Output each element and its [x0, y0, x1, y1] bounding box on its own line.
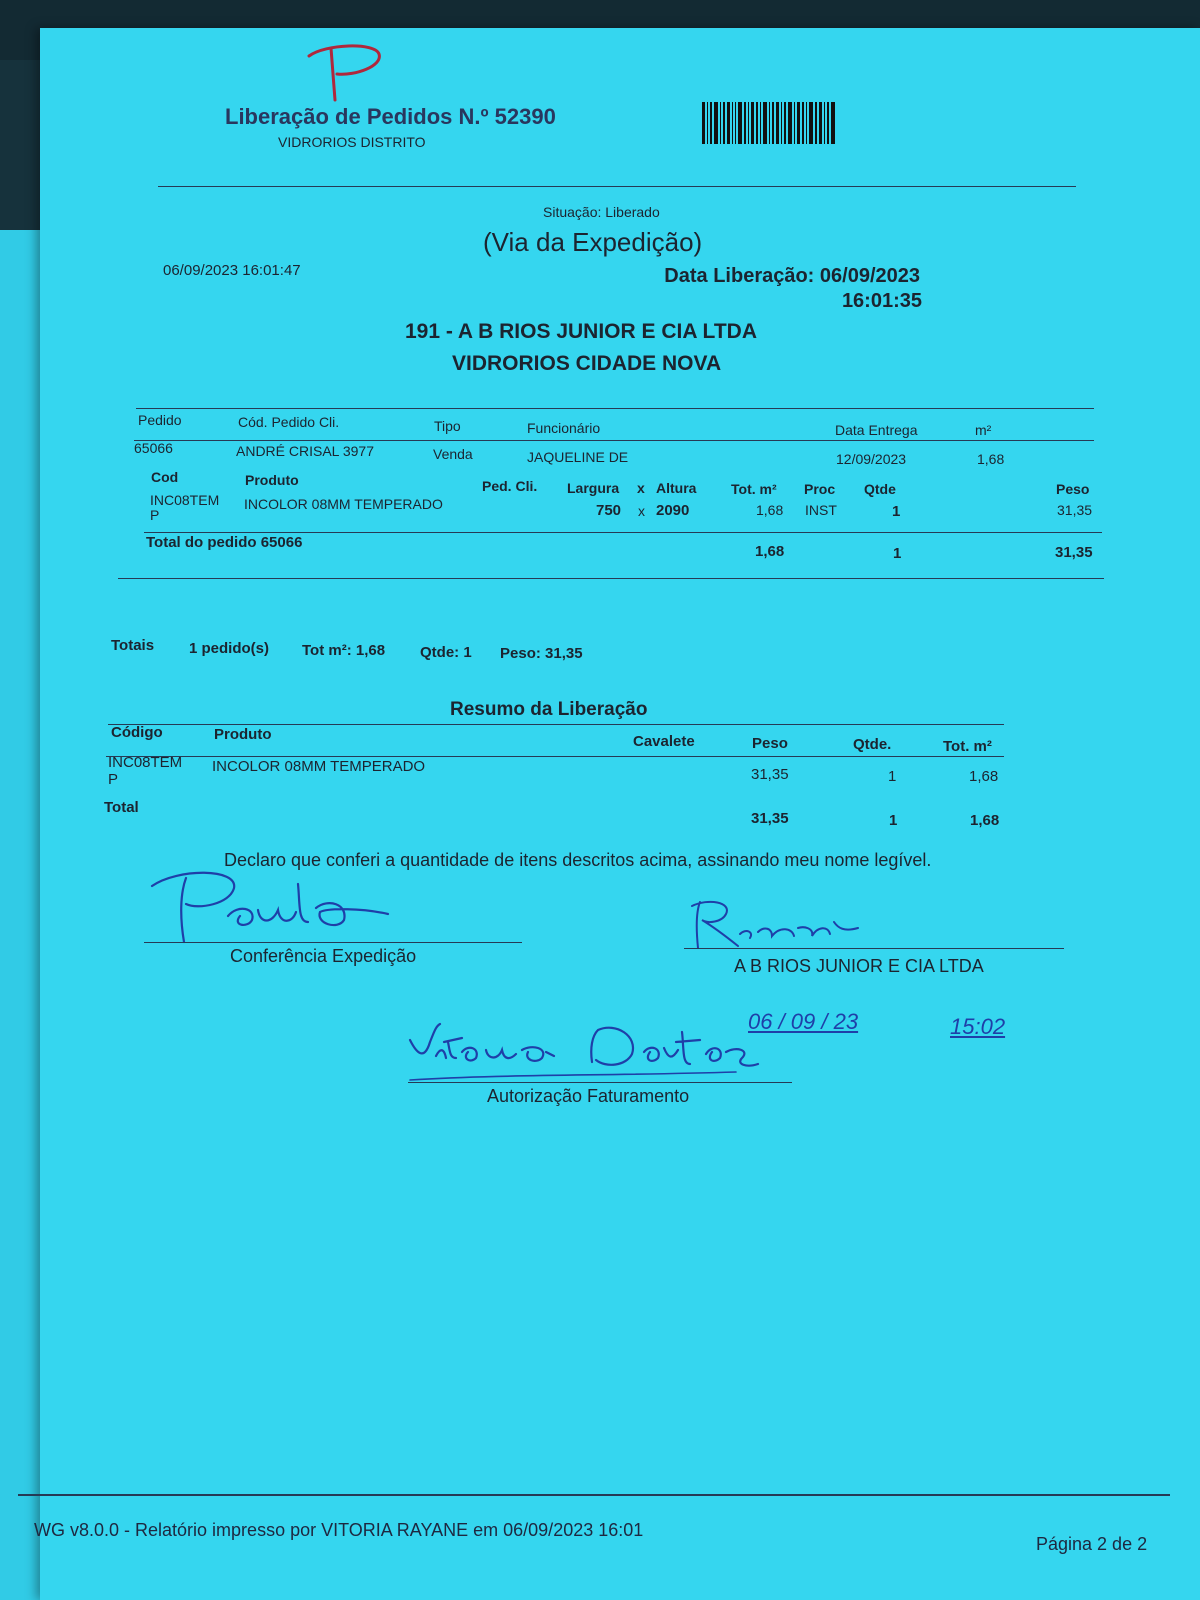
- summary-col-cavalete: Cavalete: [633, 733, 695, 750]
- item-largura: 750: [596, 502, 622, 519]
- signature-client: [688, 898, 868, 950]
- footer-rule: [18, 1494, 1170, 1496]
- barcode: [702, 102, 862, 144]
- item-col-cod: Cod: [151, 469, 179, 485]
- item-tot-m2: 1,68: [756, 502, 784, 518]
- item-produto: INCOLOR 08MM TEMPERADO: [244, 496, 443, 512]
- summary-qtde: 1: [888, 768, 897, 785]
- autorizacao-signature-line: [408, 1082, 792, 1083]
- client-store: VIDRORIOS CIDADE NOVA: [452, 352, 722, 375]
- totals-qtde: Qtde: 1: [420, 644, 472, 661]
- order-tipo: Venda: [433, 446, 473, 462]
- summary-title: Resumo da Liberação: [450, 699, 648, 720]
- status-text: Situação: Liberado: [543, 204, 660, 220]
- item-col-tot-m2: Tot. m²: [731, 481, 777, 497]
- order-table-header-rule: [134, 440, 1094, 441]
- item-col-qtde: Qtde: [864, 481, 896, 497]
- col-m2: m²: [975, 422, 992, 438]
- order-total-rule: [144, 532, 1102, 533]
- declaration-text: Declaro que conferi a quantidade de itens descritos acima, assinando meu nome legível.: [224, 850, 932, 870]
- item-col-altura: Altura: [656, 480, 697, 496]
- totals-label: Totais: [111, 637, 155, 654]
- totals-pedidos: 1 pedido(s): [189, 640, 270, 657]
- printed-timestamp: 06/09/2023 16:01:47: [163, 262, 301, 279]
- order-data-entrega: 12/09/2023: [836, 451, 907, 467]
- conferencia-signature-line: [144, 942, 522, 943]
- summary-col-produto: Produto: [214, 726, 272, 743]
- order-pedido: 65066: [134, 440, 173, 456]
- summary-col-peso: Peso: [752, 735, 788, 752]
- summary-codigo-line2: P: [108, 771, 119, 788]
- summary-tot-m2: 1,68: [969, 768, 999, 785]
- company-subtitle: VIDRORIOS DISTRITO: [278, 134, 426, 150]
- order-total-label: Total do pedido 65066: [146, 534, 303, 551]
- item-col-x: x: [637, 480, 645, 496]
- order-section-end-rule: [118, 578, 1104, 579]
- item-cod-line1: INC08TEM: [150, 492, 220, 508]
- footer-page-number: Página 2 de 2: [1036, 1534, 1148, 1554]
- summary-header-rule: [106, 756, 1004, 757]
- item-x: x: [638, 503, 645, 519]
- col-data-entrega: Data Entrega: [835, 422, 918, 438]
- signature-paulo: [148, 868, 408, 948]
- item-col-largura: Largura: [567, 480, 620, 496]
- client-signature-line: [684, 948, 1064, 949]
- signature-vitoria-dantas: [406, 1012, 766, 1088]
- summary-col-tot-m2: Tot. m²: [943, 738, 992, 755]
- header-divider: [158, 186, 1076, 187]
- order-table-top-rule: [136, 408, 1094, 409]
- item-peso: 31,35: [1057, 502, 1093, 518]
- copy-label: (Via da Expedição): [483, 227, 703, 257]
- summary-total-m2: 1,68: [970, 812, 1000, 829]
- summary-produto: INCOLOR 08MM TEMPERADO: [212, 758, 426, 775]
- footer-printed-by: WG v8.0.0 - Relatório impresso por VITORIA RAYANE em 06/09/2023 16:01: [34, 1520, 644, 1540]
- order-total-peso: 31,35: [1055, 544, 1093, 561]
- summary-total-peso: 31,35: [751, 810, 789, 827]
- col-tipo: Tipo: [434, 418, 461, 434]
- handwritten-time: 15:02: [950, 1014, 1006, 1039]
- order-funcionario: JAQUELINE DE: [527, 449, 629, 465]
- conferencia-label: Conferência Expedição: [230, 946, 417, 966]
- order-m2: 1,68: [977, 451, 1005, 467]
- handwritten-date: 06 / 09 / 23: [748, 1009, 859, 1034]
- order-total-qtde: 1: [893, 545, 902, 562]
- autorizacao-label: Autorização Faturamento: [487, 1086, 690, 1106]
- item-qtde: 1: [892, 503, 901, 520]
- summary-col-qtde: Qtde.: [853, 736, 892, 753]
- summary-codigo-line1: INC08TEM: [108, 754, 183, 771]
- item-col-proc: Proc: [804, 481, 836, 497]
- document-title: Liberação de Pedidos N.º 52390: [225, 104, 556, 129]
- release-time: 16:01:35: [841, 290, 922, 312]
- summary-total-label: Total: [104, 799, 139, 816]
- item-cod-line2: P: [150, 507, 160, 523]
- item-col-ped-cli: Ped. Cli.: [482, 478, 538, 494]
- client-name: 191 - A B RIOS JUNIOR E CIA LTDA: [405, 320, 757, 343]
- col-cod-pedido-cli: Cód. Pedido Cli.: [238, 414, 340, 430]
- col-pedido: Pedido: [138, 412, 182, 428]
- client-label: A B RIOS JUNIOR E CIA LTDA: [734, 956, 984, 976]
- col-funcionario: Funcionário: [527, 420, 601, 436]
- summary-peso: 31,35: [751, 766, 789, 783]
- order-total-m2: 1,68: [755, 543, 785, 560]
- order-cod-pedido-cli: ANDRÉ CRISAL 3977: [236, 443, 374, 459]
- item-col-peso: Peso: [1056, 481, 1090, 497]
- summary-top-rule: [108, 724, 1004, 725]
- totals-peso: Peso: 31,35: [500, 645, 583, 662]
- summary-total-qtde: 1: [889, 812, 898, 829]
- logo-p-mark: [305, 42, 385, 102]
- item-altura: 2090: [656, 502, 690, 519]
- item-proc: INST: [805, 502, 837, 518]
- totals-tot-m2: Tot m²: 1,68: [302, 642, 386, 659]
- summary-col-codigo: Código: [111, 724, 163, 741]
- item-col-produto: Produto: [245, 472, 299, 488]
- release-date: Data Liberação: 06/09/2023: [664, 265, 920, 287]
